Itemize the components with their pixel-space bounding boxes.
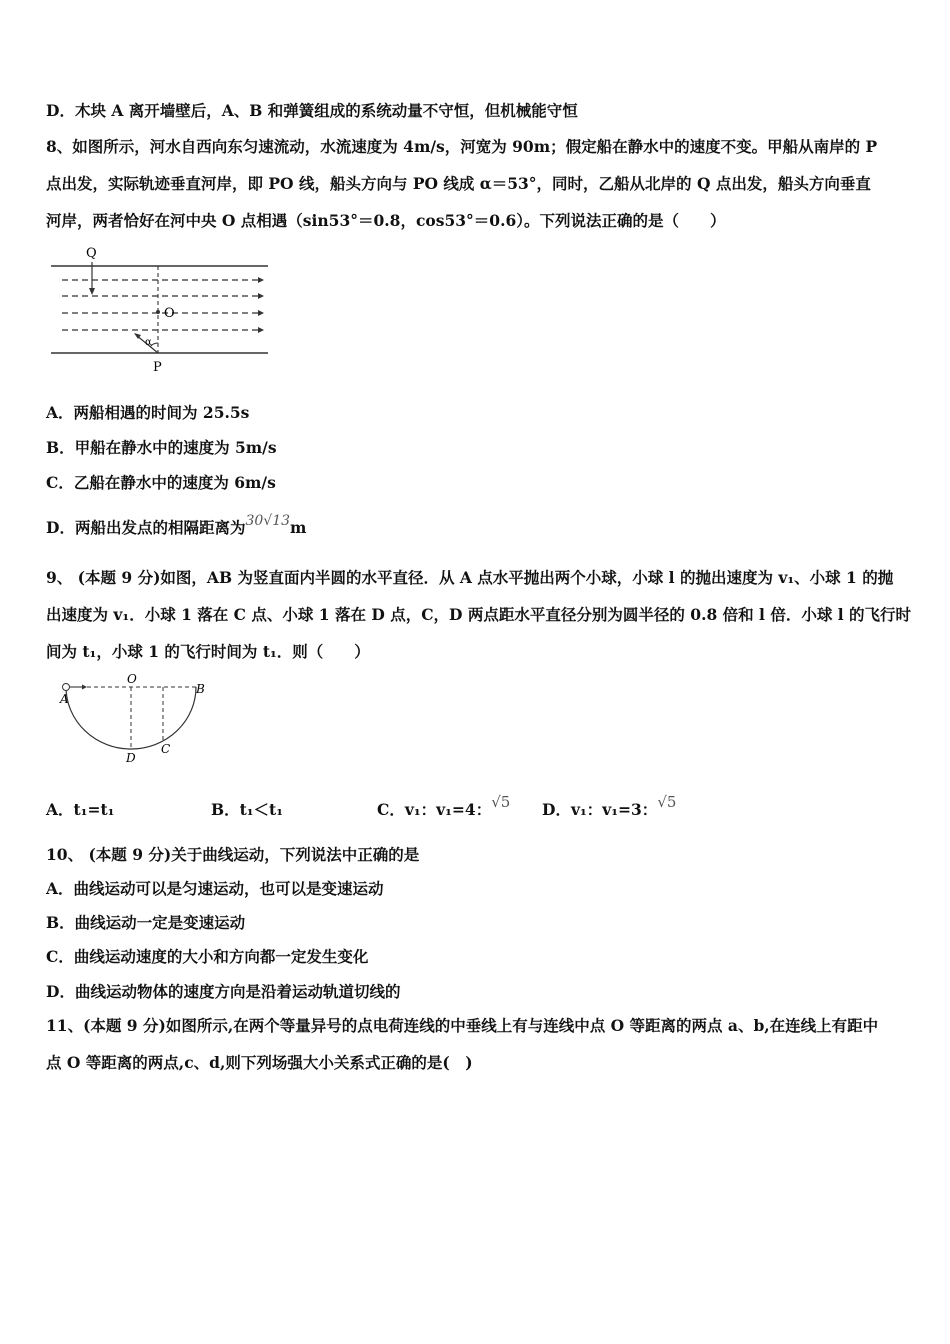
label-c: C [161,742,171,756]
q9-option-a: A．t₁=t₁ [46,800,115,819]
q11-stem-line2: 点 O 等距离的两点,c、d,则下列场强大小关系式正确的是( ) [46,1053,473,1072]
q10-option-c: C．曲线运动速度的大小和方向都一定发生变化 [46,947,369,966]
q11-stem-line1: 11、(本题 9 分)如图所示,在两个等量异号的点电荷连线的中垂线上有与连线中点 O 等距离的两点 a、b,在连线上有距中 [46,1016,879,1035]
ball [63,684,70,691]
label-b: B [196,682,205,696]
q8-stem-line2: 点出发，实际轨迹垂直河岸，即 PO 线，船头方向与 PO 线成 α＝53°，同时，乙船从北岸的 Q 点出发，船头方向垂直 [46,174,871,193]
q9-option-c [377,793,511,820]
q8-stem-line3: 河岸，两者恰好在河中央 O 点相遇（sin53°＝0.8，cos53°＝0.6）。下列说法正确的是（ ） [46,211,726,230]
q10-option-a: A．曲线运动可以是匀速运动，也可以是变速运动 [46,879,384,898]
q8-option-b: B．甲船在静水中的速度为 5m/s [46,438,277,457]
q10-option-b: B．曲线运动一定是变速运动 [46,913,246,932]
label-o: O [164,306,175,321]
q9-stem-line1: 9、 (本题 9 分)如图，AB 为竖直面内半圆的水平直径．从 A 点水平抛出两个小球，小球 l 的抛出速度为 v₁、小球 1 的抛 [46,568,894,587]
q10-option-d: D．曲线运动物体的速度方向是沿着运动轨道切线的 [46,982,401,1001]
label-a: A [60,692,69,706]
q8-stem-line1: 8、如图所示，河水自西向东匀速流动，水流速度为 4m/s，河宽为 90m；假定船在静水中的速度不变。甲船从南岸的 P [46,137,878,156]
q8-option-d-prefix: D．两船出发点的相隔距离为 [46,518,246,537]
label-p: P [153,360,162,375]
label-q: Q [86,246,97,261]
label-o: O [127,672,137,686]
q9-option-c-sqrt: √5 [491,793,511,811]
q7-option-d: D．木块 A 离开墙壁后，A、B 和弹簧组成的系统动量不守恒，但机械能守恒 [46,101,578,120]
q9-option-d [542,793,677,820]
q9-stem-line2: 出速度为 v₁．小球 1 落在 C 点、小球 1 落在 D 点，C，D 两点距水平直径分别为圆半径的 0.8 倍和 l 倍．小球 l 的飞行时 [46,605,912,624]
q8-option-d [46,513,307,539]
q9-option-b: B．t₁＜t₁ [211,800,283,819]
q10-stem: 10、 (本题 9 分)关于曲线运动，下列说法中正确的是 [46,845,420,864]
q9-option-d-text: D．v₁：v₁=3： [542,800,658,819]
q8-river-figure [46,240,276,375]
flow-arrowheads [258,277,264,333]
q9-option-c-text: C．v₁：v₁=4： [377,800,492,819]
q8-option-c: C．乙船在静水中的速度为 6m/s [46,473,276,492]
q8-option-d-unit: m [290,518,307,537]
label-d: D [126,751,136,765]
q8-river-diagram [46,240,276,375]
q9-option-d-sqrt: √5 [657,793,677,811]
q9-semicircle-diagram [46,672,216,767]
label-alpha: α [145,337,152,348]
q-arrowhead [89,288,95,295]
q8-option-d-formula: 30√13 [245,513,291,529]
q8-option-a: A．两船相遇的时间为 25.5s [46,403,250,422]
launch-arrowhead [82,685,87,690]
q9-semicircle-figure [46,672,216,767]
o-point [156,310,160,314]
q9-stem-line3: 间为 t₁，小球 1 的飞行时间为 t₁．则（ ） [46,642,370,661]
